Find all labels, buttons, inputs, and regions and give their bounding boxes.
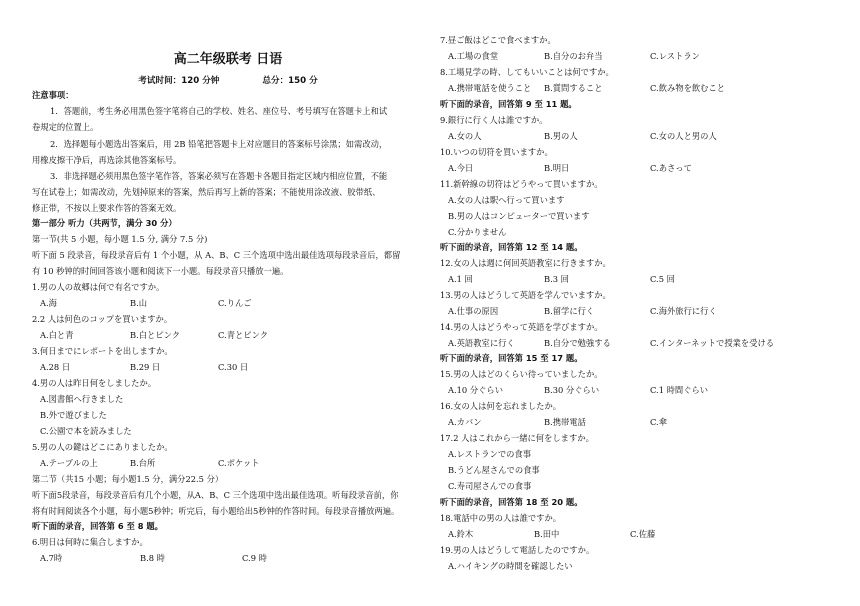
- q18-option-c: C.佐藤: [630, 529, 656, 539]
- q17-option-c: C.寿司屋さんでの食事: [448, 481, 532, 491]
- q15-option-a: A.10 分ぐらい: [448, 385, 504, 395]
- question-12: 12.女の人は週に何回英語教室に行きますか。: [440, 258, 611, 268]
- exam-score: 总分：150 分: [262, 76, 318, 86]
- q10-option-b: B.明日: [544, 163, 570, 173]
- q6-option-b: B.8 時: [140, 553, 165, 563]
- q11-option-c: C.分かりません: [448, 227, 507, 237]
- q7-option-a: A.工場の食堂: [448, 51, 499, 61]
- q6-option-a: A.7時: [40, 553, 63, 563]
- q16-option-b: B.携帯電話: [544, 417, 586, 427]
- q5-option-a: A.テーブルの上: [40, 458, 98, 468]
- q3-option-a: A.28 日: [40, 362, 71, 372]
- q13-option-b: B.留学に行く: [544, 306, 595, 316]
- note-3c: 修正带，不按以上要求作答的答案无效。: [32, 203, 182, 213]
- q3-option-c: C.30 日: [218, 362, 249, 372]
- section2-instructions-b: 将有时间阅读各个小题，每小题5秒钟；听完后，每小题给出5秒钟的作答时间。每段录音播放两遍。: [32, 506, 400, 516]
- question-8: 8.工場見学の時、してもいいことは何ですか。: [440, 67, 614, 77]
- group-6-8-heading: 听下面的录音，回答第 6 至 8 题。: [32, 521, 163, 531]
- note-2b: 用橡皮擦干净后，再选涂其他答案标号。: [32, 155, 182, 165]
- q16-option-c: C.傘: [650, 417, 667, 427]
- group-9-11-heading: 听下面的录音，回答第 9 至 11 题。: [440, 99, 577, 109]
- q8-option-b: B.質問すること: [544, 83, 603, 93]
- q12-option-a: A.1 回: [448, 274, 473, 284]
- note-1b: 卷規定的位置上。: [32, 122, 99, 132]
- question-9: 9.銀行に行く人は誰ですか。: [440, 115, 548, 125]
- q13-option-a: A.仕事の原因: [448, 306, 499, 316]
- q16-option-a: A.カバン: [448, 417, 482, 427]
- q7-option-c: C.レストラン: [650, 51, 700, 61]
- q13-option-c: C.海外旅行に行く: [650, 306, 717, 316]
- q11-option-b: B.男の人はコンピューターで買います: [448, 211, 590, 221]
- q9-option-a: A.女の人: [448, 131, 482, 141]
- question-2: 2.2 人は何色のコップを買いますか。: [32, 314, 173, 324]
- q5-option-b: B.台所: [130, 458, 156, 468]
- section1-instructions-b: 有 10 秒钟的时间回答该小题和阅读下一小题。每段录音只播放一遍。: [32, 266, 289, 276]
- q7-option-b: B.自分のお弁当: [544, 51, 603, 61]
- q2-option-c: C.青とピンク: [218, 330, 269, 340]
- question-7: 7.昼ご飯はどこで食べますか。: [440, 35, 556, 45]
- question-18: 18.電話中の男の人は誰ですか。: [440, 513, 562, 523]
- question-5: 5.男の人の鍵はどこにありましたか。: [32, 442, 173, 452]
- q10-option-c: C.あさって: [650, 163, 692, 173]
- group-15-17-heading: 听下面的录音，回答第 15 至 17 题。: [440, 353, 583, 363]
- q14-option-c: C.インターネットで授業を受ける: [650, 338, 775, 348]
- q1-option-a: A.海: [40, 298, 57, 308]
- note-3b: 写在试卷上；如需改动，先划掉原来的答案，然后再写上新的答案；不能使用涂改液、胶带纸、: [32, 187, 381, 197]
- q12-option-b: B.3 回: [544, 274, 569, 284]
- q4-option-b: B.外で遊びました: [40, 410, 107, 420]
- question-15: 15.男の人はどのくらい待っていましたか。: [440, 369, 603, 379]
- q17-option-a: A.レストランでの食事: [448, 449, 532, 459]
- q3-option-b: B.29 日: [130, 362, 161, 372]
- question-13: 13.男の人はどうして英語を学んでいますか。: [440, 290, 611, 300]
- notes-heading: 注意事项：: [32, 90, 74, 100]
- q19-option-a: A.ハイキングの時間を確認したい: [448, 561, 573, 571]
- group-12-14-heading: 听下面的录音，回答第 12 至 14 题。: [440, 242, 583, 252]
- q6-option-c: C.9 時: [242, 553, 267, 563]
- note-3a: 3．非选择题必须用黑色签字笔作答，答案必须写在答题卡各题目指定区域内相应位置，不能: [50, 171, 388, 181]
- q12-option-c: C.5 回: [650, 274, 675, 284]
- q5-option-c: C.ポケット: [218, 458, 260, 468]
- question-19: 19.男の人はどうして電話したのですか。: [440, 545, 595, 555]
- question-1: 1.男の人の故郷は何で有名ですか。: [32, 282, 165, 292]
- q9-option-b: B.男の人: [544, 131, 578, 141]
- note-2a: 2．选择题每小题选出答案后，用 2B 铅笔把答题卡上对应题目的答案标号涂黑；如需改动，: [50, 139, 388, 149]
- q8-option-a: A.携帯電話を使うこと: [448, 83, 532, 93]
- note-1a: 1．答题前，考生务必用黑色签字笔将自己的学校、姓名、座位号、考号填写在答题卡上和试: [50, 106, 388, 116]
- question-6: 6.明日は何時に集合しますか。: [32, 537, 148, 547]
- exam-meta: [32, 74, 424, 86]
- q14-option-b: B.自分で勉強する: [544, 338, 611, 348]
- q4-option-c: C.公園で本を読みました: [40, 426, 132, 436]
- section2-heading: 第二节（共15 小题；每小题1.5 分，满分22.5 分）: [32, 474, 224, 484]
- question-10: 10.いつの切符を買いますか。: [440, 147, 553, 157]
- q10-option-a: A.今日: [448, 163, 474, 173]
- part1-heading: 第一部分 听力（共两节，满分 30 分）: [32, 218, 177, 228]
- question-14: 14.男の人はどうやって英語を学びますか。: [440, 322, 603, 332]
- question-3: 3.何日までにレポートを出しますか。: [32, 346, 173, 356]
- q17-option-b: B.うどん屋さんでの食事: [448, 465, 540, 475]
- q8-option-c: C.飲み物を飲むこと: [650, 83, 726, 93]
- q15-option-b: B.30 分ぐらい: [544, 385, 600, 395]
- question-4: 4.男の人は昨日何をしましたか。: [32, 378, 157, 388]
- section1-heading: 第一节(共 5 小题，每小题 1.5 分, 满分 7.5 分): [32, 234, 208, 244]
- question-11: 11.新幹線の切符はどうやって買いますか。: [440, 179, 603, 189]
- q4-option-a: A.図書館へ行きました: [40, 394, 124, 404]
- exam-time: 考试时间：120 分钟: [138, 76, 220, 86]
- q18-option-b: B.田中: [534, 529, 560, 539]
- q2-option-a: A.白と青: [40, 330, 74, 340]
- q15-option-c: C.1 時間ぐらい: [650, 385, 709, 395]
- q11-option-a: A.女の人は駅へ行って買います: [448, 195, 565, 205]
- q1-option-c: C.りんご: [218, 298, 252, 308]
- q18-option-a: A.鈴木: [448, 529, 474, 539]
- section2-instructions-a: 听下面5段录音，每段录音后有几个小题，从A、B、C 三个选项中选出最佳选项。听每段录音前，你: [32, 490, 399, 500]
- question-16: 16.女の人は何を忘れましたか。: [440, 401, 562, 411]
- q14-option-a: A.英語教室に行く: [448, 338, 515, 348]
- q2-option-b: B.白とピンク: [130, 330, 181, 340]
- group-18-20-heading: 听下面的录音，回答第 18 至 20 题。: [440, 497, 583, 507]
- question-17: 17.2 人はこれから一緒に何をしますか。: [440, 433, 594, 443]
- q1-option-b: B.山: [130, 298, 148, 308]
- q9-option-c: C.女の人と男の人: [650, 131, 717, 141]
- exam-title: 高二年级联考 日语: [173, 52, 283, 67]
- section1-instructions-a: 听下面 5 段录音，每段录音后有 1 个小题，从 A、B、C 三个选项中选出最佳选项每段录音后，都留: [32, 250, 401, 260]
